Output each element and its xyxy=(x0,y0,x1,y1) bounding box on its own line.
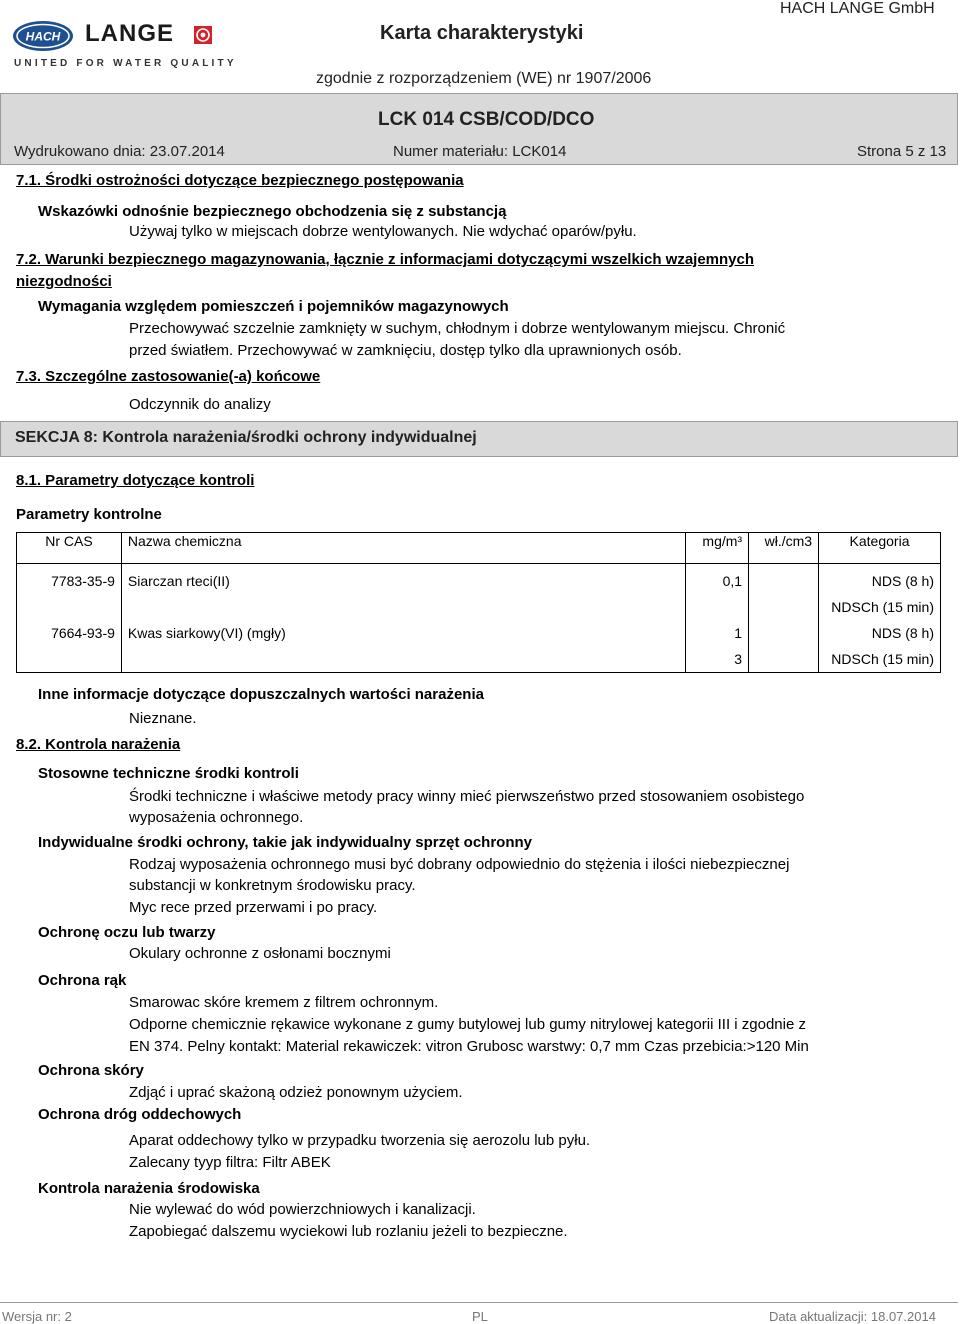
cell-mg xyxy=(686,594,749,620)
hach-logo xyxy=(12,20,74,52)
text-ppe-line1: Rodzaj wyposażenia ochronnego musi być dobrany odpowiednio do stężenia i ilości niebezpiecznej xyxy=(129,856,790,873)
page-number: Strona 5 z 13 xyxy=(857,143,947,160)
text-tech-line2: wyposażenia ochronnego. xyxy=(129,809,304,826)
table-row xyxy=(17,564,941,595)
doc-title: Karta charakterystyki xyxy=(380,22,584,44)
cell-wl xyxy=(749,646,819,673)
text-resp-line1: Aparat oddechowy tylko w przypadku tworzenia się aerozolu lub pyłu. xyxy=(129,1132,591,1149)
text-tech-line1: Środki techniczne i właściwe metody pracy winny mieć pierwszeństwo przed stosowaniem osobistego xyxy=(129,788,805,805)
cell-cas: 7664-93-9 xyxy=(17,620,122,646)
heading-7-2-line2: niezgodności xyxy=(16,273,112,290)
cell-cas: 7783-35-9 xyxy=(17,564,122,595)
cell-name: Siarczan rteci(II) xyxy=(121,564,685,595)
text-ppe-line2: substancji w konkretnym środowisku pracy. xyxy=(129,877,416,894)
subheading-storage: Wymagania względem pomieszczeń i pojemników magazynowych xyxy=(38,298,509,315)
header-chemical-name: Nazwa chemiczna xyxy=(121,533,685,564)
cell-wl xyxy=(749,594,819,620)
text-safe-handling: Używaj tylko w miejscach dobrze wentylowanych. Nie wdychać oparów/pyłu. xyxy=(129,223,637,240)
subheading-control-params: Parametry kontrolne xyxy=(16,506,162,523)
text-env-line2: Zapobiegać dalszemu wyciekowi lub rozlaniu jeżeli to bezpieczne. xyxy=(129,1223,568,1240)
heading-8-2: 8.2. Kontrola narażenia xyxy=(16,736,181,753)
footer-version: Wersja nr: 2 xyxy=(2,1309,72,1324)
subheading-env-control: Kontrola narażenia środowiska xyxy=(38,1180,260,1197)
company-name: HACH LANGE GmbH xyxy=(780,0,935,17)
text-storage-line2: przed światłem. Przechowywać w zamknięciu, dostęp tylko dla uprawnionych osób. xyxy=(129,342,682,359)
cell-wl xyxy=(749,620,819,646)
text-skin-protection: Zdjąć i uprać skażoną odzież ponownym użyciem. xyxy=(129,1084,463,1101)
section-8-title-band xyxy=(0,421,958,457)
cell-mg: 1 xyxy=(686,620,749,646)
text-env-line1: Nie wylewać do wód powierzchniowych i kanalizacji. xyxy=(129,1201,476,1218)
text-other-limits: Nieznane. xyxy=(129,710,197,727)
cell-name xyxy=(121,594,685,620)
table-row xyxy=(17,646,941,673)
material-number: Numer materiału: LCK014 xyxy=(393,143,567,160)
cell-name xyxy=(121,646,685,673)
cell-mg: 3 xyxy=(686,646,749,673)
cell-category: NDS (8 h) xyxy=(819,564,941,595)
cell-name: Kwas siarkowy(VI) (mgły) xyxy=(121,620,685,646)
header-cas: Nr CAS xyxy=(17,533,122,564)
product-name: LCK 014 CSB/COD/DCO xyxy=(378,109,595,130)
lange-target-icon xyxy=(194,26,212,44)
footer-language: PL xyxy=(472,1309,488,1324)
text-end-use: Odczynnik do analizy xyxy=(129,396,271,413)
cell-cas xyxy=(17,646,122,673)
text-hand-line2: Odporne chemicznie rękawice wykonane z gumy butylowej lub gumy nitrylowej kategorii III i zgodnie z xyxy=(129,1016,806,1033)
heading-7-2-line1: 7.2. Warunki bezpiecznego magazynowania, łącznie z informacjami dotyczącymi wszelkich wzajemnych xyxy=(16,251,755,268)
tagline: UNITED FOR WATER QUALITY xyxy=(14,58,237,69)
text-resp-line2: Zalecany tyyp filtra: Filtr ABEK xyxy=(129,1154,331,1171)
regulation: zgodnie z rozporządzeniem (WE) nr 1907/2006 xyxy=(316,70,652,87)
header-category: Kategoria xyxy=(819,533,941,564)
subheading-eye-protection: Ochronę oczu lub twarzy xyxy=(38,924,216,941)
text-hand-line3: EN 374. Pelny kontakt: Material rekawiczek: vitron Grubosc warstwy: 0,7 mm Czas przebicia:>120 Min xyxy=(129,1038,809,1055)
section-8-title: SEKCJA 8: Kontrola narażenia/środki ochrony indywidualnej xyxy=(15,429,477,446)
cell-category: NDSCh (15 min) xyxy=(819,594,941,620)
header-wl-cm3: wł./cm3 xyxy=(749,533,819,564)
lange-logo-text: LANGE xyxy=(85,20,174,47)
exposure-limits-table xyxy=(16,532,941,673)
subheading-hand-protection: Ochrona rąk xyxy=(38,972,127,989)
cell-cas xyxy=(17,594,122,620)
text-storage-line1: Przechowywać szczelnie zamknięty w suchym, chłodnym i dobrze wentylowanym miejscu. Chronić xyxy=(129,320,786,337)
hach-logo-text: HACH xyxy=(25,29,61,44)
heading-7-1: 7.1. Środki ostrożności dotyczące bezpiecznego postępowania xyxy=(16,172,464,189)
text-eye-protection: Okulary ochronne z osłonami bocznymi xyxy=(129,945,391,962)
subheading-respiratory: Ochrona dróg oddechowych xyxy=(38,1106,242,1123)
heading-8-1: 8.1. Parametry dotyczące kontroli xyxy=(16,472,255,489)
header-mg-m3: mg/m³ xyxy=(686,533,749,564)
table-row xyxy=(17,594,941,620)
cell-category: NDSCh (15 min) xyxy=(819,646,941,673)
subheading-tech-controls: Stosowne techniczne środki kontroli xyxy=(38,765,299,782)
table-header-row xyxy=(17,533,941,564)
subheading-ppe: Indywidualne środki ochrony, takie jak indywidualny sprzęt ochronny xyxy=(38,834,532,851)
footer-updated: Data aktualizacji: 18.07.2014 xyxy=(769,1309,936,1324)
subheading-skin-protection: Ochrona skóry xyxy=(38,1062,144,1079)
cell-mg: 0,1 xyxy=(686,564,749,595)
heading-7-3: 7.3. Szczególne zastosowanie(-a) końcowe xyxy=(16,368,321,385)
cell-category: NDS (8 h) xyxy=(819,620,941,646)
footer-divider xyxy=(0,1302,958,1303)
printed-date: Wydrukowano dnia: 23.07.2014 xyxy=(14,143,225,160)
subheading-other-limits: Inne informacje dotyczące dopuszczalnych wartości narażenia xyxy=(38,686,484,703)
subheading-safe-handling: Wskazówki odnośnie bezpiecznego obchodzenia się z substancją xyxy=(38,203,507,220)
text-hand-line1: Smarowac skóre kremem z filtrem ochronnym. xyxy=(129,994,439,1011)
cell-wl xyxy=(749,564,819,595)
table-row xyxy=(17,620,941,646)
text-ppe-line3: Myc rece przed przerwami i po pracy. xyxy=(129,899,378,916)
